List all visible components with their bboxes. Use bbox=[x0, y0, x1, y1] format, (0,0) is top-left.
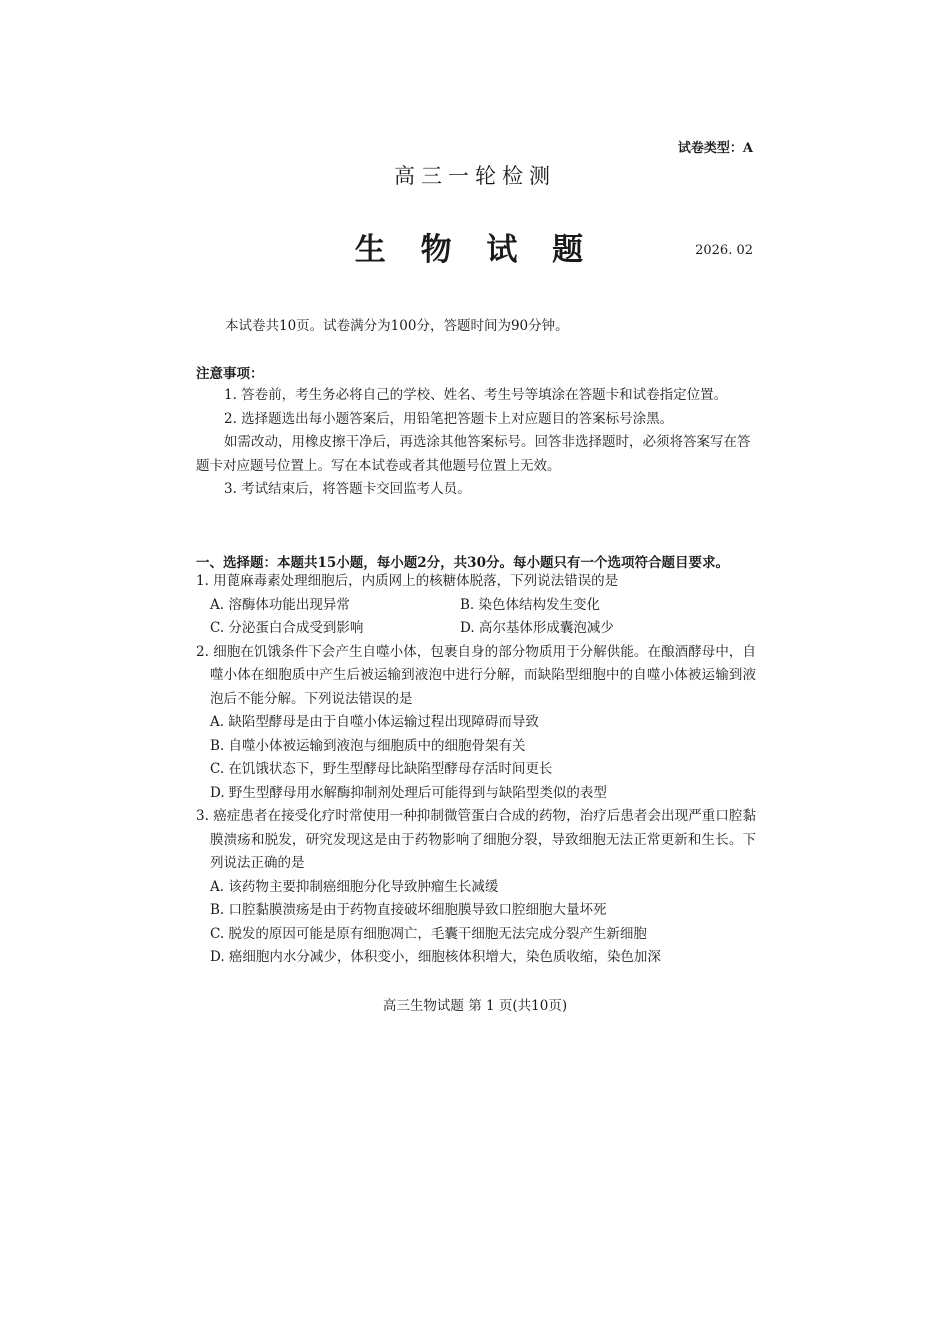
option-b: B. 自噬小体被运输到液泡与细胞质中的细胞骨架有关 bbox=[210, 737, 526, 754]
option-b: B. 染色体结构发生变化 bbox=[460, 596, 601, 613]
question-stem: 1. 用蓖麻毒素处理细胞后，内质网上的核糖体脱落，下列说法错误的是 bbox=[196, 573, 619, 589]
option-a: A. 溶酶体功能出现异常 bbox=[210, 596, 350, 613]
option-c: C. 分泌蛋白合成受到影响 bbox=[210, 620, 364, 636]
notice-item: 2. 选择题选出每小题答案后，用铅笔把答题卡上对应题目的答案标号涂黑。 bbox=[224, 410, 674, 427]
section-title: 一、选择题：本题共15小题，每小题2分，共30分。每小题只有一个选项符合题目要求。 bbox=[196, 555, 729, 571]
question-3 bbox=[196, 805, 756, 970]
notice-title: 注意事项： bbox=[196, 366, 264, 382]
question-list bbox=[196, 570, 756, 970]
option-d: D. 野生型酵母用水解酶抑制剂处理后可能得到与缺陷型类似的表型 bbox=[210, 784, 607, 801]
paper-type: 试卷类型：A bbox=[677, 141, 753, 156]
option-c: C. 脱发的原因可能是原有细胞凋亡，毛囊干细胞无法完成分裂产生新细胞 bbox=[210, 925, 647, 942]
exam-series-title: 高三一轮检测 bbox=[394, 164, 556, 188]
notice-item: 1. 答卷前，考生务必将自己的学校、姓名、考生号等填涂在答题卡和试卷指定位置。 bbox=[224, 387, 728, 403]
option-d: D. 癌细胞内水分减少，体积变小，细胞核体积增大，染色质收缩，染色加深 bbox=[210, 949, 661, 965]
question-1 bbox=[196, 570, 756, 641]
notice-item: 如需改动，用橡皮擦干净后，再选涂其他答案标号。回答非选择题时，必须将答案写在答题卡对应题号位置上。写在本试卷或者其他题号位置上无效。 bbox=[196, 434, 751, 474]
page-footer: 高三生物试题 第 1 页(共10页) bbox=[382, 998, 568, 1014]
option-a: A. 该药物主要抑制癌细胞分化导致肿瘤生长减缓 bbox=[210, 878, 499, 895]
exam-date: 2026. 02 bbox=[695, 243, 753, 258]
question-2 bbox=[196, 641, 756, 806]
exam-intro: 本试卷共10页。试卷满分为100分，答题时间为90分钟。 bbox=[225, 318, 569, 334]
option-grid bbox=[196, 594, 756, 641]
option-a: A. 缺陷型酵母是由于自噬小体运输过程出现障碍而导致 bbox=[210, 714, 539, 730]
notice-item: 3. 考试结束后，将答题卡交回监考人员。 bbox=[224, 481, 471, 497]
option-b: B. 口腔黏膜溃疡是由于药物直接破坏细胞膜导致口腔细胞大量坏死 bbox=[210, 902, 607, 918]
page-title: 生 物 试 题 bbox=[354, 232, 596, 268]
option-c: C. 在饥饿状态下，野生型酵母比缺陷型酵母存活时间更长 bbox=[210, 761, 553, 777]
question-stem: 2. 细胞在饥饿条件下会产生自噬小体，包裹自身的部分物质用于分解供能。在酿酒酵母中，自噬小体在细胞质中产生后被运输到液泡中进行分解，而缺陷型细胞中的自噬小体被运输到液泡后不能分解。下列说法错误的是 bbox=[196, 643, 756, 707]
option-d: D. 高尔基体形成囊泡减少 bbox=[460, 620, 614, 636]
question-stem: 3. 癌症患者在接受化疗时常使用一种抑制微管蛋白合成的药物，治疗后患者会出现严重口腔黏膜溃疡和脱发，研究发现这是由于药物影响了细胞分裂，导致细胞无法正常更新和生长。下列说法正确的是 bbox=[196, 808, 756, 871]
notice-list bbox=[196, 384, 756, 502]
